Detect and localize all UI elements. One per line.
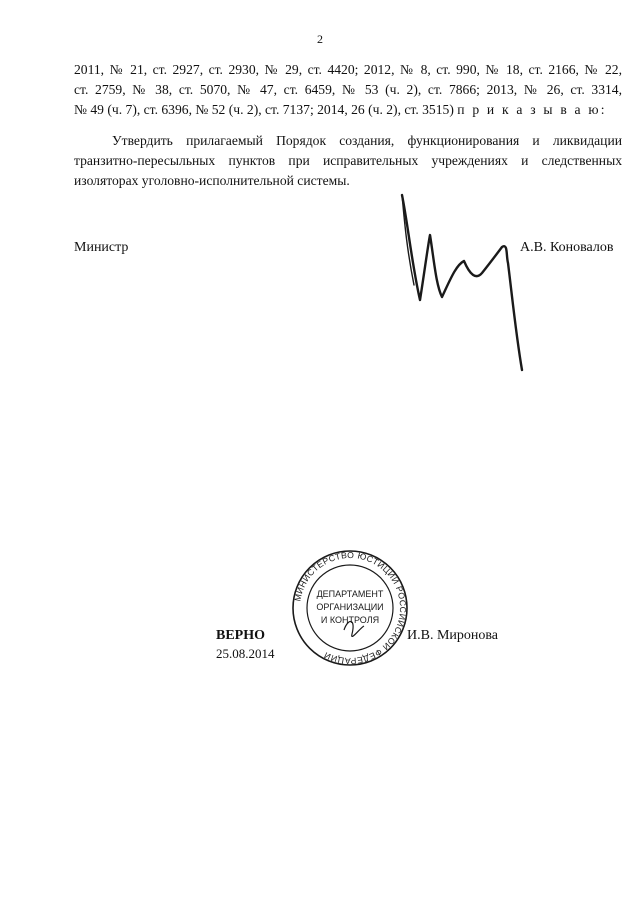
references-line-3	[74, 100, 622, 120]
page-number: 2	[317, 32, 323, 46]
references-line-2: ст. 2759, № 38, ст. 5070, № 47, ст. 6459, № 53 (ч. 2), ст. 7866; 2013, № 26, ст. 3314,	[74, 82, 622, 97]
order-word: п р и к а з ы в а ю:	[457, 102, 607, 117]
references-line-3-text: № 49 (ч. 7), ст. 6396, № 52 (ч. 2), ст. 7137; 2014, 26 (ч. 2), ст. 3515)	[74, 102, 454, 117]
stamp-inner-line-3: И КОНТРОЛЯ	[320, 615, 380, 625]
decision-paragraph	[74, 131, 622, 191]
references-line-1: 2011, № 21, ст. 2927, ст. 2930, № 29, ст. 4420; 2012, № 8, ст. 990, № 18, ст. 2166, № 22,	[74, 62, 622, 77]
stamp-inner-line-2: ОРГАНИЗАЦИИ	[316, 602, 384, 612]
decision-line-1: Утвердить прилагаемый Порядок создания, функционирования и ликвидации	[112, 133, 622, 148]
certified-by-name: И.В. Миронова	[407, 628, 499, 643]
certified-label: ВЕРНО	[216, 628, 266, 643]
decision-line-2: транзитно-пересыльных пунктов при исправительных учреждениях и следственных	[74, 153, 622, 168]
legal-references	[74, 60, 622, 120]
handwritten-signature	[390, 185, 550, 380]
stamp-outer-text: МИНИСТЕРСТВО ЮСТИЦИИ РОССИЙСКОЙ ФЕДЕРАЦИИ	[292, 549, 409, 667]
decision-line-3: изоляторах уголовно-исполнительной системы.	[74, 173, 350, 188]
official-stamp	[290, 548, 410, 668]
signatory-title: Министр	[74, 240, 129, 255]
certified-date: 25.08.2014	[216, 646, 275, 661]
signatory-name: А.В. Коновалов	[520, 240, 614, 255]
stamp-inner-line-1: ДЕПАРТАМЕНТ	[316, 589, 384, 599]
